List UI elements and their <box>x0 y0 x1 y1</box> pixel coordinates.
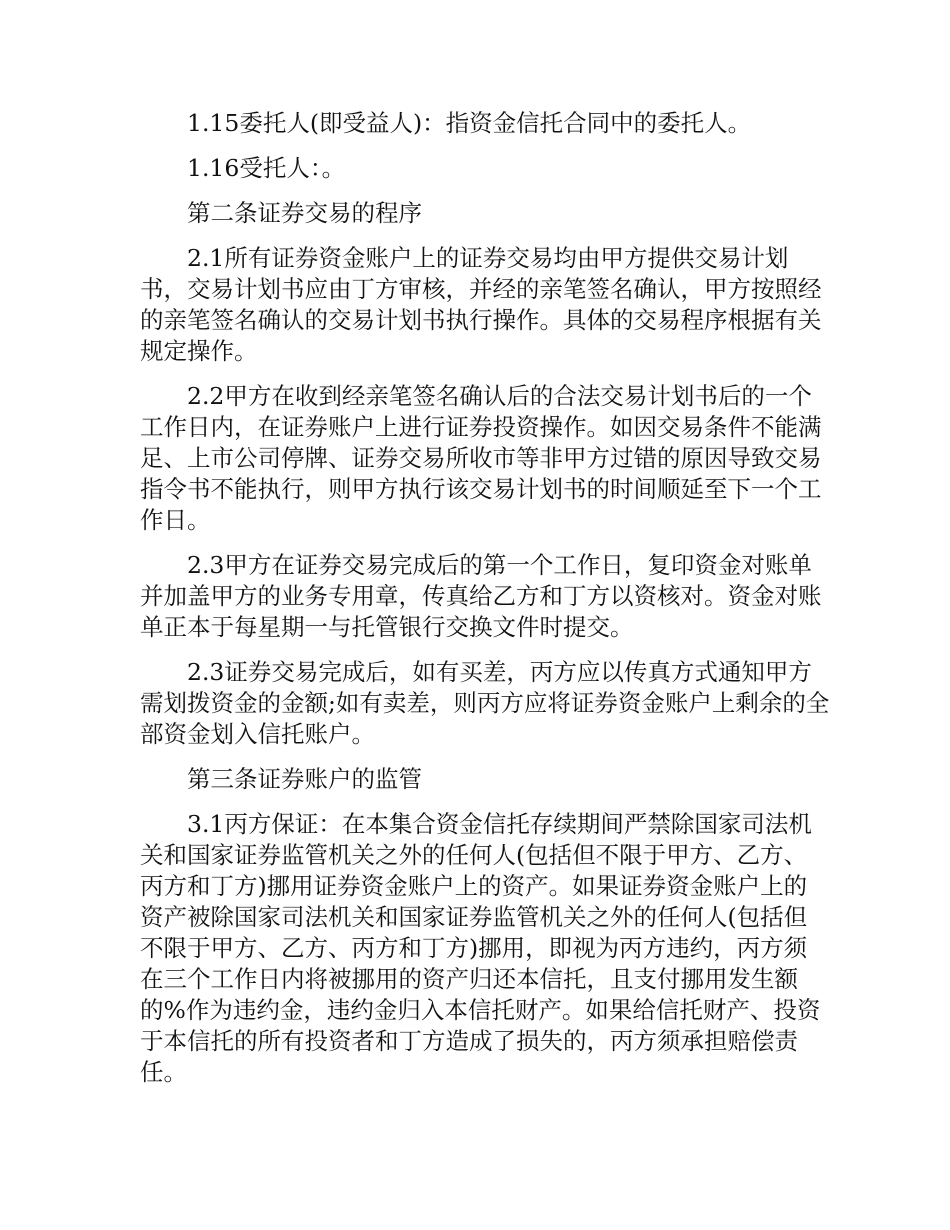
article-3-heading: 第三条证券账户的监管 <box>187 765 422 793</box>
document-page <box>140 108 830 1102</box>
clause-2-3-b: 2.3证券交易完成后，如有买差，丙方应以传真方式通知甲方需划拨资金的金额;如有卖差，则丙方应将证券资金账户上剩余的全部资金划入信托账户。 <box>140 658 830 748</box>
clause-1-15: 1.15委托人(即受益人)：指资金信托合同中的委托人。 <box>187 109 752 137</box>
clause-3-1: 3.1丙方保证：在本集合资金信托存续期间严禁除国家司法机关和国家证券监管机关之外的任何人(包括但不限于甲方、乙方、丙方和丁方)挪用证券资金账户上的资产。如果证券资金账户上的资产被除国家司法机关和国家证券监管机关之外的任何人(包括但不限于甲方、乙方、丙方和丁方)挪用，即视为丙方违约，丙方须在三个工作日内将被挪用的资产归还本信托，且支付挪用发生额的%作为违约金，违约金归入本信托财产。如果给信托财产、投资于本信托的所有投资者和丁方造成了损失的，丙方须承担赔偿责任。 <box>140 810 821 1086</box>
clause-1-16: 1.16受托人：。 <box>187 154 346 182</box>
article-2-heading: 第二条证券交易的程序 <box>187 199 422 227</box>
clause-2-1: 2.1所有证券资金账户上的证券交易均由甲方提供交易计划书，交易计划书应由丁方审核，并经的亲笔签名确认，甲方按照经的亲笔签名确认的交易计划书执行操作。具体的交易程序根据有关规定操作。 <box>140 244 822 365</box>
clause-2-2: 2.2甲方在收到经亲笔签名确认后的合法交易计划书后的一个工作日内，在证券账户上进行证券投资操作。如因交易条件不能满足、上市公司停牌、证券交易所收市等非甲方过错的原因导致交易指令书不能执行，则甲方执行该交易计划书的时间顺延至下一个工作日。 <box>140 382 822 534</box>
clause-2-3-a: 2.3甲方在证券交易完成后的第一个工作日，复印资金对账单并加盖甲方的业务专用章，传真给乙方和丁方以资核对。资金对账单正本于每星期一与托管银行交换文件时提交。 <box>140 551 822 641</box>
